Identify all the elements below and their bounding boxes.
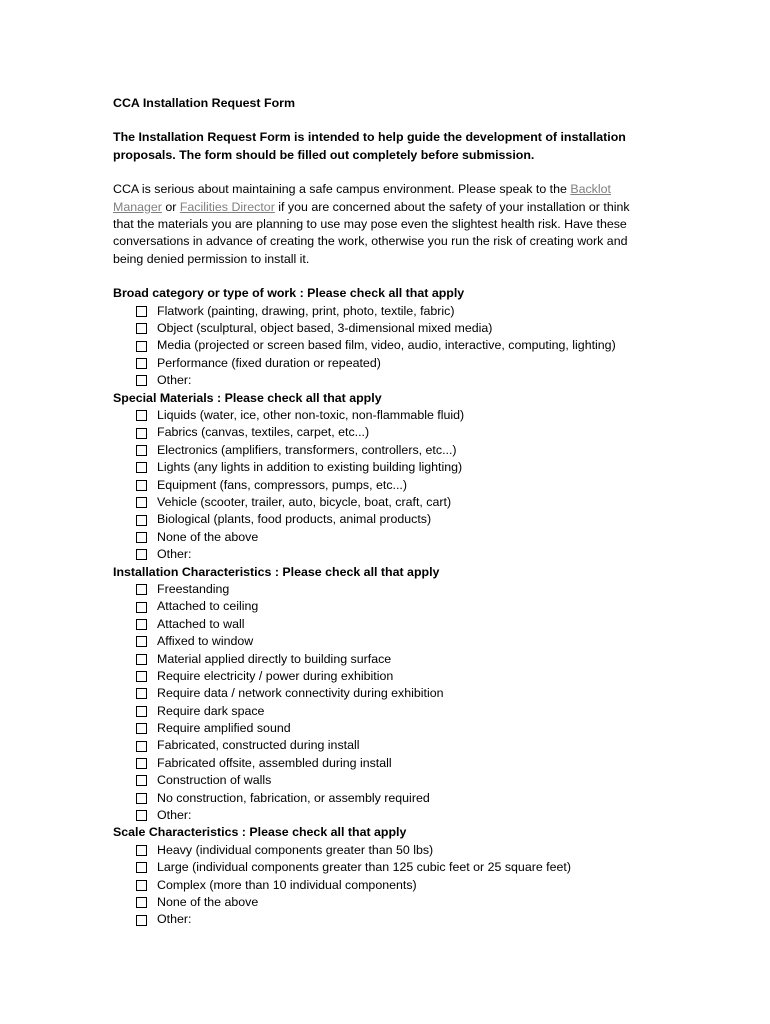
option-label: None of the above [157, 529, 259, 544]
checklist-option [113, 546, 653, 563]
option-list [113, 581, 653, 824]
checkbox[interactable] [136, 341, 147, 352]
option-label: Freestanding [157, 581, 230, 596]
option-label: Require dark space [157, 703, 265, 718]
option-label: Fabrics (canvas, textiles, carpet, etc...) [157, 425, 370, 440]
safety-text-after: if you are concerned about the safety of your installation or think that the materials you are planning to use may pose even the slightest health risk. Have these conversations in advance of creating the work, otherwise you run the risk of creating work and being denied permission to install it. [113, 199, 630, 266]
checklist-option [113, 303, 653, 320]
backlot-manager-link[interactable]: Backlot Manager [113, 182, 611, 214]
checkbox[interactable] [136, 515, 147, 526]
checkbox[interactable] [136, 810, 147, 821]
facilities-director-link[interactable]: Facilities Director [179, 199, 275, 214]
checklist-option [113, 529, 653, 546]
checklist-option [113, 459, 653, 476]
checklist-option [113, 790, 653, 807]
option-label: Other: [157, 547, 192, 562]
checklist-option [113, 598, 653, 615]
option-list [113, 407, 653, 564]
checkbox[interactable] [136, 688, 147, 699]
checkbox[interactable] [136, 862, 147, 873]
document-page [113, 95, 653, 929]
checklist-option [113, 685, 653, 702]
checkbox[interactable] [136, 306, 147, 317]
checkbox[interactable] [136, 549, 147, 560]
checkbox[interactable] [136, 462, 147, 473]
option-label: Complex (more than 10 individual components) [157, 877, 417, 892]
checkbox[interactable] [136, 897, 147, 908]
option-label: Liquids (water, ice, other non-toxic, non-flammable fluid) [157, 408, 465, 423]
option-label: Flatwork (painting, drawing, print, photo, textile, fabric) [157, 303, 455, 318]
checklist-option [113, 859, 653, 876]
checklist-option [113, 581, 653, 598]
checklist-option [113, 477, 653, 494]
checkbox[interactable] [136, 845, 147, 856]
option-label: Attached to ceiling [157, 599, 259, 614]
option-label: Affixed to window [157, 634, 254, 649]
checklist-option [113, 424, 653, 441]
checklist-option [113, 755, 653, 772]
checklist-option [113, 772, 653, 789]
checkbox[interactable] [136, 428, 147, 439]
safety-text-mid: or [161, 199, 180, 214]
checkbox[interactable] [136, 741, 147, 752]
checkbox[interactable] [136, 775, 147, 786]
checklist-option [113, 511, 653, 528]
checkbox[interactable] [136, 602, 147, 613]
checklist-option [113, 703, 653, 720]
safety-paragraph [113, 181, 653, 268]
checklist-option [113, 911, 653, 928]
option-label: Equipment (fans, compressors, pumps, etc...) [157, 477, 407, 492]
option-label: Other: [157, 808, 192, 823]
option-label: Material applied directly to building surface [157, 651, 392, 666]
checklist-option [113, 877, 653, 894]
checkbox[interactable] [136, 410, 147, 421]
checkbox[interactable] [136, 793, 147, 804]
option-label: Biological (plants, food products, animal products) [157, 512, 432, 527]
checklist-option [113, 894, 653, 911]
option-label: Attached to wall [157, 616, 245, 631]
checkbox[interactable] [136, 358, 147, 369]
checkbox[interactable] [136, 445, 147, 456]
checklist-option [113, 372, 653, 389]
checkbox[interactable] [136, 654, 147, 665]
option-label: Performance (fixed duration or repeated) [157, 355, 381, 370]
checkbox[interactable] [136, 723, 147, 734]
option-label: Require amplified sound [157, 721, 291, 736]
intro-paragraph: The Installation Request Form is intended to help guide the development of installation proposals. The form should be filled out completely before submission. [113, 130, 626, 162]
checkbox[interactable] [136, 758, 147, 769]
checkbox[interactable] [136, 636, 147, 647]
checkbox[interactable] [136, 915, 147, 926]
checkbox[interactable] [136, 375, 147, 386]
section-heading: Broad category or type of work : Please check all that apply [113, 286, 465, 301]
option-label: No construction, fabrication, or assembly required [157, 790, 430, 805]
form-title: CCA Installation Request Form [113, 96, 295, 110]
checkbox[interactable] [136, 671, 147, 682]
option-label: Require electricity / power during exhibition [157, 668, 394, 683]
checklist-option [113, 442, 653, 459]
option-label: Other: [157, 373, 192, 388]
checkbox[interactable] [136, 706, 147, 717]
checklist-option [113, 668, 653, 685]
checklist-option [113, 337, 653, 354]
section-heading: Scale Characteristics : Please check all that apply [113, 825, 407, 840]
checklist-option [113, 737, 653, 754]
checklist-option [113, 807, 653, 824]
checkbox[interactable] [136, 323, 147, 334]
safety-text-before: CCA is serious about maintaining a safe campus environment. Please speak to the [113, 182, 571, 197]
checkbox[interactable] [136, 497, 147, 508]
option-list [113, 303, 653, 390]
checklist-option [113, 355, 653, 372]
checklist-section [113, 564, 653, 825]
section-heading: Installation Characteristics : Please check all that apply [113, 564, 440, 579]
option-label: Fabricated offsite, assembled during install [157, 755, 392, 770]
checklist-option [113, 407, 653, 424]
option-label: Object (sculptural, object based, 3-dimensional mixed media) [157, 321, 493, 336]
option-label: Large (individual components greater than 125 cubic feet or 25 square feet) [157, 860, 571, 875]
checklist-section [113, 824, 653, 928]
option-label: Require data / network connectivity during exhibition [157, 686, 444, 701]
checklist-option [113, 320, 653, 337]
checklist-option [113, 616, 653, 633]
checklist-option [113, 494, 653, 511]
option-label: Other: [157, 912, 192, 927]
option-label: Media (projected or screen based film, video, audio, interactive, computing, lighting) [157, 338, 616, 353]
option-label: Electronics (amplifiers, transformers, controllers, etc...) [157, 442, 457, 457]
section-heading: Special Materials : Please check all that apply [113, 390, 382, 405]
option-label: None of the above [157, 894, 259, 909]
option-label: Construction of walls [157, 773, 272, 788]
checkbox[interactable] [136, 619, 147, 630]
checkbox[interactable] [136, 880, 147, 891]
option-label: Vehicle (scooter, trailer, auto, bicycle, boat, craft, cart) [157, 494, 452, 509]
checkbox[interactable] [136, 584, 147, 595]
checklist-sections [113, 285, 653, 929]
option-list [113, 842, 653, 929]
option-label: Heavy (individual components greater than 50 lbs) [157, 842, 434, 857]
checklist-option [113, 720, 653, 737]
checklist-option [113, 651, 653, 668]
checklist-option [113, 842, 653, 859]
checklist-section [113, 390, 653, 564]
option-label: Fabricated, constructed during install [157, 738, 360, 753]
option-label: Lights (any lights in addition to existing building lighting) [157, 460, 463, 475]
checkbox[interactable] [136, 532, 147, 543]
checklist-option [113, 633, 653, 650]
checklist-section [113, 285, 653, 389]
checkbox[interactable] [136, 480, 147, 491]
